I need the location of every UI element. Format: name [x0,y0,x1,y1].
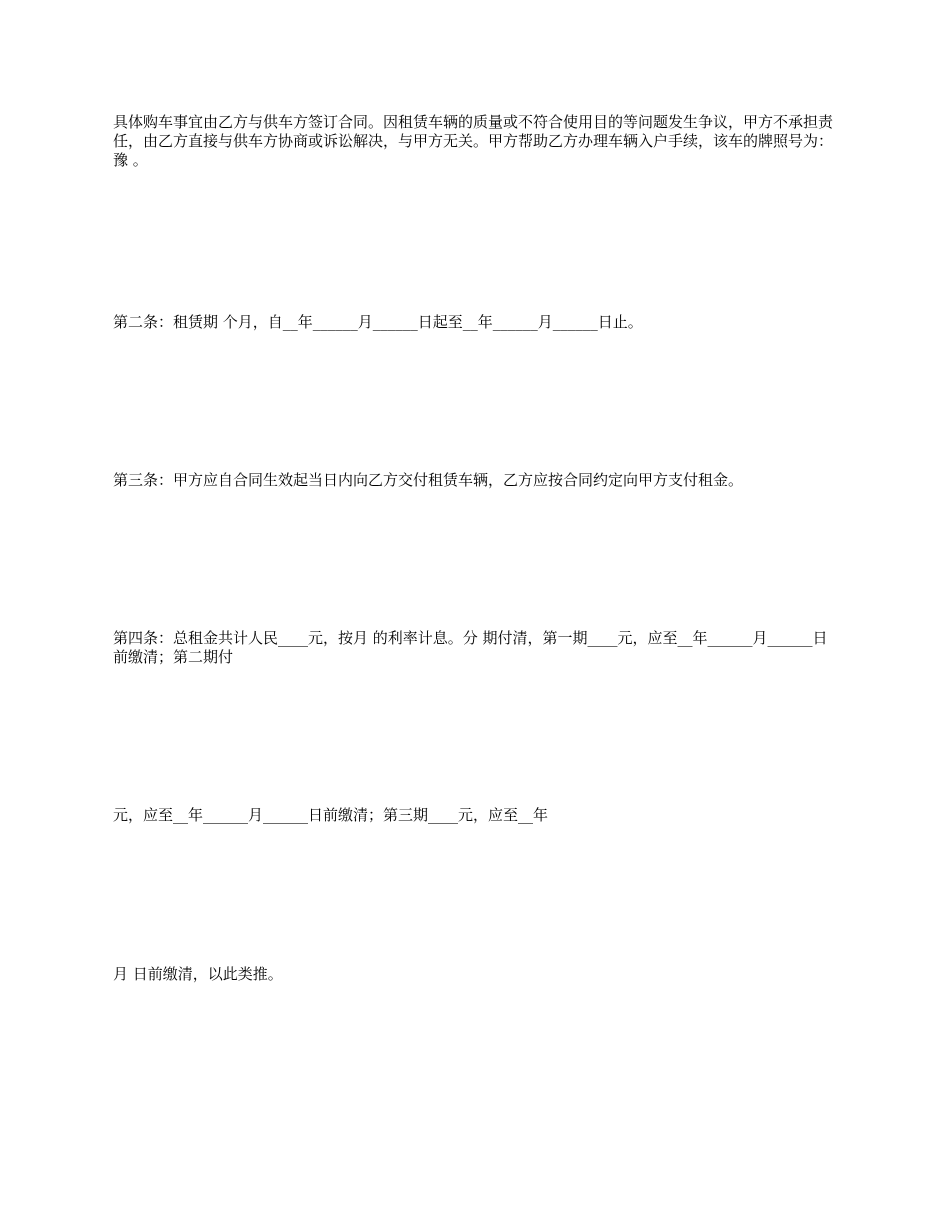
paragraph-article-2-lease-term: 第二条：租赁期 个月，自__年______月______日起至__年______月______日止。 [113,313,643,331]
paragraph-article-4-rent-payment: 第四条：总租金共计人民____元，按月 的利率计息。分 期付清，第一期____元，应至__年______月______日前缴清；第二期付 [113,629,828,666]
paragraph-installment-end: 月 日前缴清，以此类推。 [113,965,283,983]
paragraph-article-3-delivery: 第三条：甲方应自合同生效起当日内向乙方交付租赁车辆，乙方应按合同约定向甲方支付租金。 [113,471,744,489]
paragraph-installment-continued: 元，应至__年______月______日前缴清；第三期____元，应至__年 [113,806,549,824]
paragraph-vehicle-purchase-terms: 具体购车事宜由乙方与供车方签订合同。因租赁车辆的质量或不符合使用目的等问题发生争议，甲方不承担责任，由乙方直接与供车方协商或诉讼解决，与甲方无关。甲方帮助乙方办理车辆入户手续，该车的牌照号为：豫 。 [113,113,834,169]
